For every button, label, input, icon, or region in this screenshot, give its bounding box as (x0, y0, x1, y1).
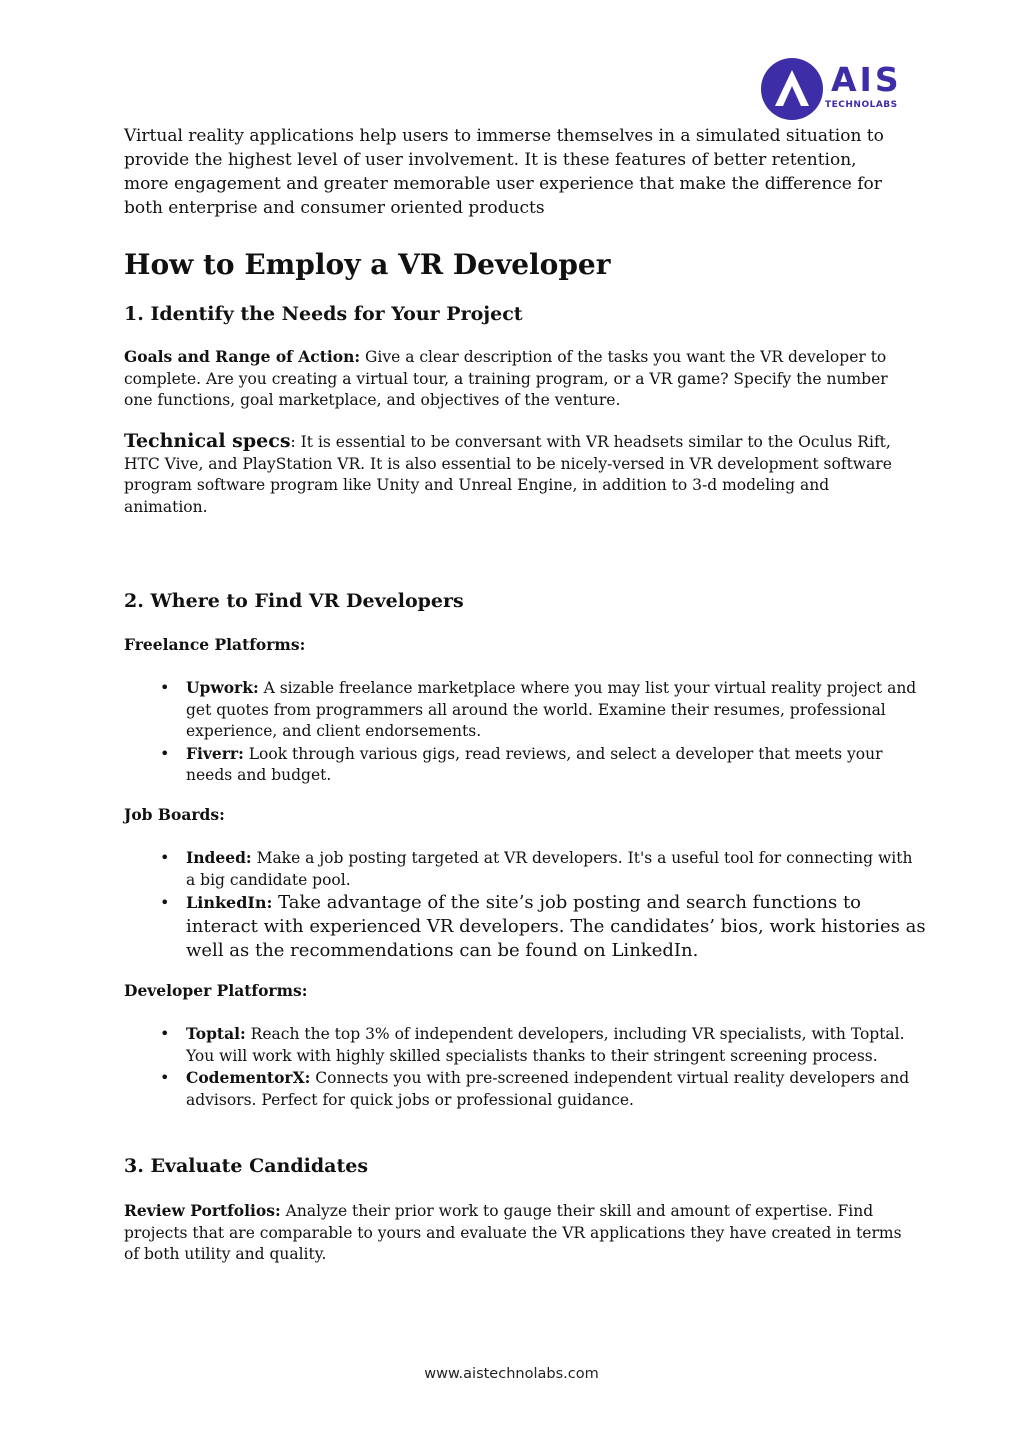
list-item (186, 1023, 926, 1067)
freelance-label: Freelance Platforms: (124, 635, 306, 654)
item-name: LinkedIn: (186, 893, 273, 912)
intro-paragraph: Virtual reality applications help users to immerse themselves in a simulated situation to provide the highest level of user involvement. It is these features of better retention, more engagement and greater memorable user experience that make the difference for both enterprise and consumer oriented products (124, 126, 884, 218)
logo-subtitle: TECHNOLABS (825, 100, 898, 110)
review-text: Analyze their prior work to gauge their skill and amount of expertise. Find projects that are comparable to yours and evaluate the VR applications they have created in terms of both utility and quality. (124, 1202, 902, 1263)
logo-name: AIS (831, 60, 902, 99)
job-boards-list (160, 847, 926, 963)
item-text: Take advantage of the site’s job posting and search functions to interact with experienced VR developers. The candidates’ bios, work histories as well as the recommendations can be found on LinkedIn. (186, 892, 926, 961)
freelance-list (160, 677, 926, 787)
item-name: CodementorX: (186, 1068, 311, 1087)
item-name: Toptal: (186, 1024, 246, 1043)
tech-specs-paragraph (124, 431, 904, 518)
review-label: Review Portfolios: (124, 1201, 281, 1220)
list-item (186, 891, 926, 963)
section2-heading: 2. Where to Find VR Developers (124, 590, 464, 612)
tech-specs-label: Technical specs (124, 430, 291, 452)
item-name: Fiverr: (186, 743, 244, 763)
section1-heading: 1. Identify the Needs for Your Project (124, 303, 523, 325)
developer-platforms-label: Developer Platforms: (124, 981, 308, 1000)
list-item (186, 1067, 926, 1111)
item-text: Reach the top 3% of independent developers, including VR specialists, with Toptal. You will work with highly skilled specialists thanks to their stringent screening process. (186, 1025, 905, 1065)
section3-heading: 3. Evaluate Candidates (124, 1155, 369, 1177)
goals-paragraph (124, 346, 904, 412)
list-item (186, 847, 926, 891)
review-portfolios-paragraph (124, 1200, 904, 1266)
logo-a-icon (761, 58, 823, 120)
developer-platforms-list (160, 1023, 926, 1111)
goals-text: Give a clear description of the tasks you want the VR developer to complete. Are you creating a virtual tour, a training program, or a VR game? Specify the number one functions, goal marketplace, and objectives of the venture. (124, 348, 888, 409)
page-title: How to Employ a VR Developer (124, 248, 611, 281)
item-text: Look through various gigs, read reviews, and select a developer that meets your needs and budget. (186, 744, 883, 784)
item-text: Connects you with pre-screened independent virtual reality developers and advisors. Perfect for quick jobs or professional guidance. (186, 1069, 910, 1109)
item-name: Upwork: (186, 678, 259, 697)
tech-specs-text: : It is essential to be conversant with VR headsets similar to the Oculus Rift, HTC Vive, and PlayStation VR. It is also essential to be nicely-versed in VR development software program software program like Unity and Unreal Engine, in addition to 3-d modeling and animation. (124, 433, 892, 516)
item-text: A sizable freelance marketplace where you may list your virtual reality project and get quotes from programmers all around the world. Examine their resumes, professional experience, and client endorsements. (186, 679, 917, 740)
item-name: Indeed: (186, 848, 252, 867)
company-logo (761, 58, 903, 120)
footer-website: www.aistechnolabs.com (424, 1366, 599, 1382)
list-item (186, 677, 926, 743)
job-boards-label: Job Boards: (124, 805, 225, 824)
item-text: Make a job posting targeted at VR developers. It's a useful tool for connecting with a big candidate pool. (186, 849, 913, 889)
goals-label: Goals and Range of Action: (124, 347, 361, 366)
list-item (186, 743, 926, 787)
